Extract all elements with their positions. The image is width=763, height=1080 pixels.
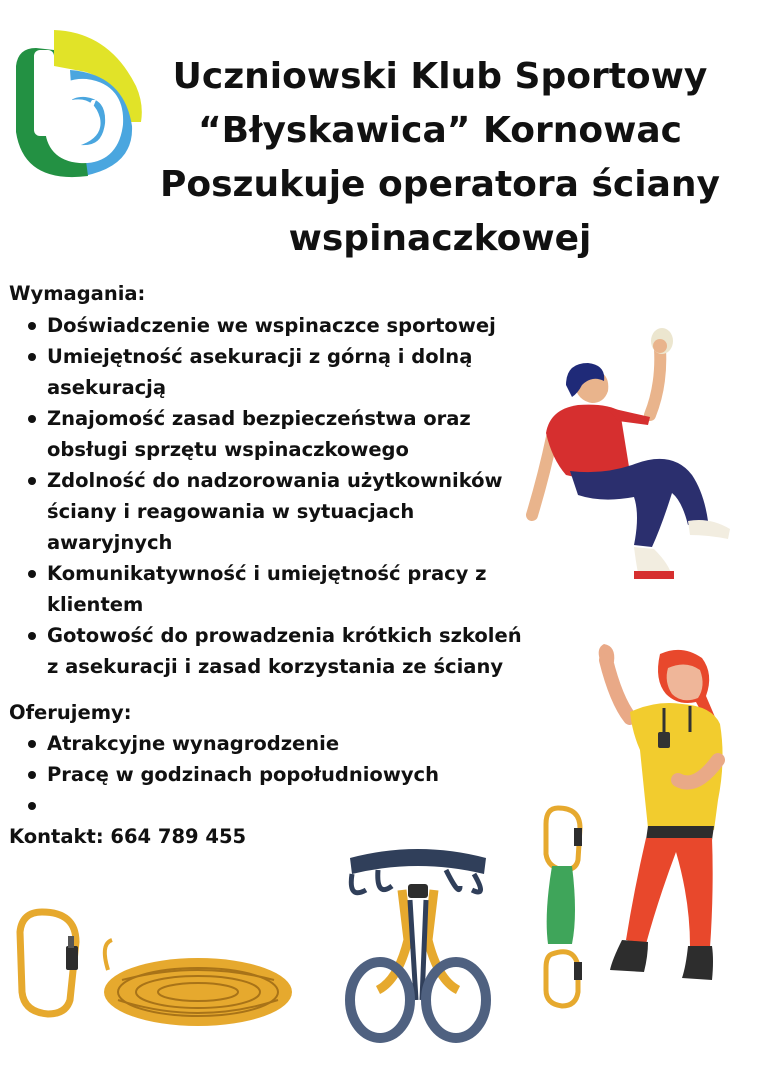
climbing-harness-icon	[338, 840, 498, 1045]
list-item	[0, 728, 439, 759]
contact-info: Kontakt: 664 789 455	[9, 825, 247, 848]
belayer-illustration	[586, 640, 736, 985]
quickdraw-icon	[538, 804, 588, 1010]
list-item	[0, 558, 522, 620]
bullet-icon	[28, 740, 36, 748]
climber-illustration	[522, 325, 736, 585]
list-item-line: Doświadczenie we wspinaczce sportowej	[47, 314, 496, 337]
list-item-line: Gotowość do prowadzenia krótkich szkoleń	[47, 624, 522, 647]
carabiner-icon	[14, 906, 84, 1018]
list-item	[0, 790, 439, 821]
requirements-list	[0, 310, 522, 682]
bullet-icon	[28, 322, 36, 330]
bullet-icon	[28, 632, 36, 640]
list-item	[0, 759, 439, 790]
bullet-icon	[28, 771, 36, 779]
page-title	[140, 50, 740, 266]
list-item-line: Komunikatywność i umiejętność pracy z	[47, 562, 487, 585]
rope-coil-icon	[98, 940, 298, 1030]
list-item	[0, 310, 522, 341]
bullet-icon	[28, 477, 36, 485]
list-item	[0, 341, 522, 403]
list-item	[0, 465, 522, 558]
list-item-line: Pracę w godzinach popołudniowych	[47, 763, 439, 786]
list-item-line: awaryjnych	[47, 531, 173, 554]
requirements-heading: Wymagania:	[9, 282, 146, 305]
list-item-line: Atrakcyjne wynagrodzenie	[47, 732, 340, 755]
bullet-icon	[28, 570, 36, 578]
bullet-icon	[28, 802, 36, 810]
list-item-line: asekuracją	[47, 376, 167, 399]
list-item-line: z asekuracji i zasad korzystania ze ściany	[47, 655, 504, 678]
logo-icon	[14, 26, 144, 182]
offer-heading: Oferujemy:	[9, 701, 132, 724]
title-line: wspinaczkowej	[288, 218, 592, 259]
list-item	[0, 403, 522, 465]
list-item-line: ściany i reagowania w sytuacjach	[47, 500, 415, 523]
offer-list	[0, 728, 439, 821]
list-item	[0, 620, 522, 682]
list-item-line: Umiejętność asekuracji z górną i dolną	[47, 345, 473, 368]
title-line: Poszukuje operatora ściany	[160, 164, 720, 205]
bullet-icon	[28, 353, 36, 361]
title-line: “Błyskawica” Kornowac	[197, 110, 682, 151]
list-item-line: obsługi sprzętu wspinaczkowego	[47, 438, 409, 461]
bullet-icon	[28, 415, 36, 423]
list-item-line: klientem	[47, 593, 144, 616]
title-line: Uczniowski Klub Sportowy	[172, 56, 708, 97]
list-item-line: Znajomość zasad bezpieczeństwa oraz	[47, 407, 471, 430]
list-item-line: Zdolność do nadzorowania użytkowników	[47, 469, 503, 492]
